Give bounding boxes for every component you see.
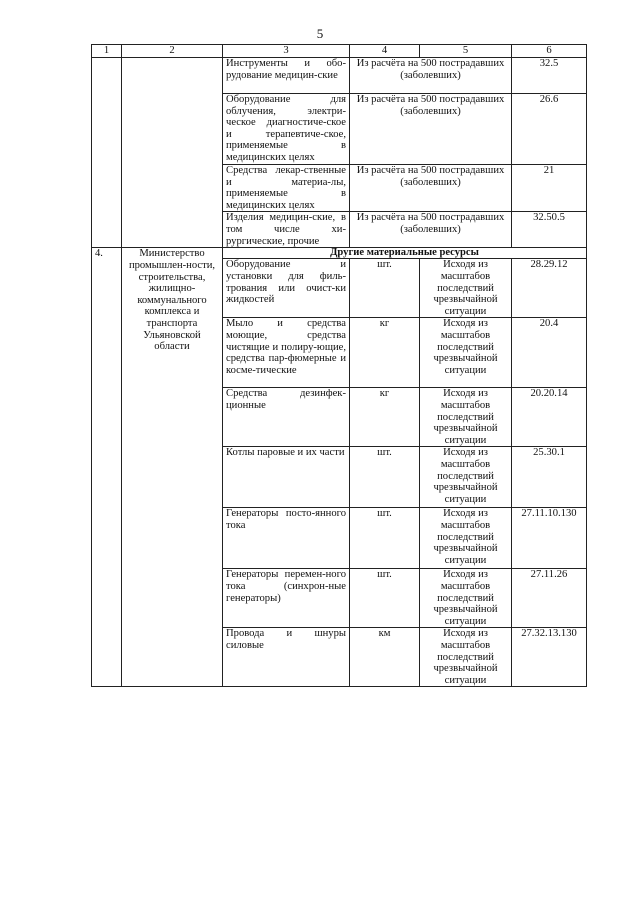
ministry-number: 4. [92,248,122,687]
quantity-basis: Исходя из масштабов последствий чрезвычайной ситуации [420,447,512,508]
okpd-code: 20.20.14 [512,388,587,447]
resource-name: Оборудование для облучения, электри-ческое диагностиче-ское и терапевтиче-ское, применяемые в медицинских целях [223,94,350,165]
unit: км [350,628,420,687]
column-number: 4 [350,45,420,58]
empty-agency-cell [122,58,223,248]
quantity-basis: Исходя из масштабов последствий чрезвычайной ситуации [420,569,512,628]
resource-name: Средства дезинфек-ционные [223,388,350,447]
okpd-code: 26.6 [512,94,587,165]
resource-name: Инструменты и обо-рудование медицин-ские [223,58,350,94]
unit: шт. [350,447,420,508]
column-number: 6 [512,45,587,58]
quantity-basis: Исходя из масштабов последствий чрезвычайной ситуации [420,318,512,388]
okpd-code: 32.5 [512,58,587,94]
okpd-code: 25.30.1 [512,447,587,508]
resource-name: Генераторы посто-янного тока [223,508,350,569]
quantity-basis: Исходя из масштабов последствий чрезвычайной ситуации [420,628,512,687]
unit: шт. [350,259,420,318]
empty-number-cell [92,58,122,248]
resource-name: Генераторы перемен-ного тока (синхрон-ные генераторы) [223,569,350,628]
resource-name: Изделия медицин-ские, в том числе хи-рургические, прочие [223,212,350,248]
table-row [92,58,587,94]
quantity-basis: Из расчёта на 500 пострадавших (заболевших) [350,94,512,165]
quantity-basis: Из расчёта на 500 пострадавших (заболевших) [350,212,512,248]
resource-name: Средства лекар-ственные и материа-лы, применяемые в медицинских целях [223,165,350,212]
okpd-code: 20.4 [512,318,587,388]
quantity-basis: Из расчёта на 500 пострадавших (заболевших) [350,58,512,94]
okpd-code: 27.32.13.130 [512,628,587,687]
section-header-row [92,248,587,259]
okpd-code: 27.11.10.130 [512,508,587,569]
unit: кг [350,388,420,447]
column-number: 1 [92,45,122,58]
quantity-basis: Исходя из масштабов последствий чрезвычайной ситуации [420,259,512,318]
quantity-basis: Из расчёта на 500 пострадавших (заболевших) [350,165,512,212]
page-number: 5 [316,26,324,41]
quantity-basis: Исходя из масштабов последствий чрезвычайной ситуации [420,508,512,569]
column-number: 2 [122,45,223,58]
unit: шт. [350,569,420,628]
resources-table [91,44,587,687]
unit: шт. [350,508,420,569]
okpd-code: 27.11.26 [512,569,587,628]
section-title: Другие материальные ресурсы [223,248,587,259]
ministry-name: Министерство промышлен-ности, строительства, жилищно-коммунального комплекса и транспорта Ульяновской области [122,248,223,687]
resource-name: Провода и шнуры силовые [223,628,350,687]
okpd-code: 21 [512,165,587,212]
resource-name: Оборудование и установки для филь-трования или очист-ки жидкостей [223,259,350,318]
resource-name: Котлы паровые и их части [223,447,350,508]
column-number: 3 [223,45,350,58]
resource-name: Мыло и средства моющие, средства чистящие и полиру-ющие, средства пар-фюмерные и косме-тические [223,318,350,388]
column-number-row [92,45,587,58]
okpd-code: 32.50.5 [512,212,587,248]
okpd-code: 28.29.12 [512,259,587,318]
quantity-basis: Исходя из масштабов последствий чрезвычайной ситуации [420,388,512,447]
column-number: 5 [420,45,512,58]
unit: кг [350,318,420,388]
